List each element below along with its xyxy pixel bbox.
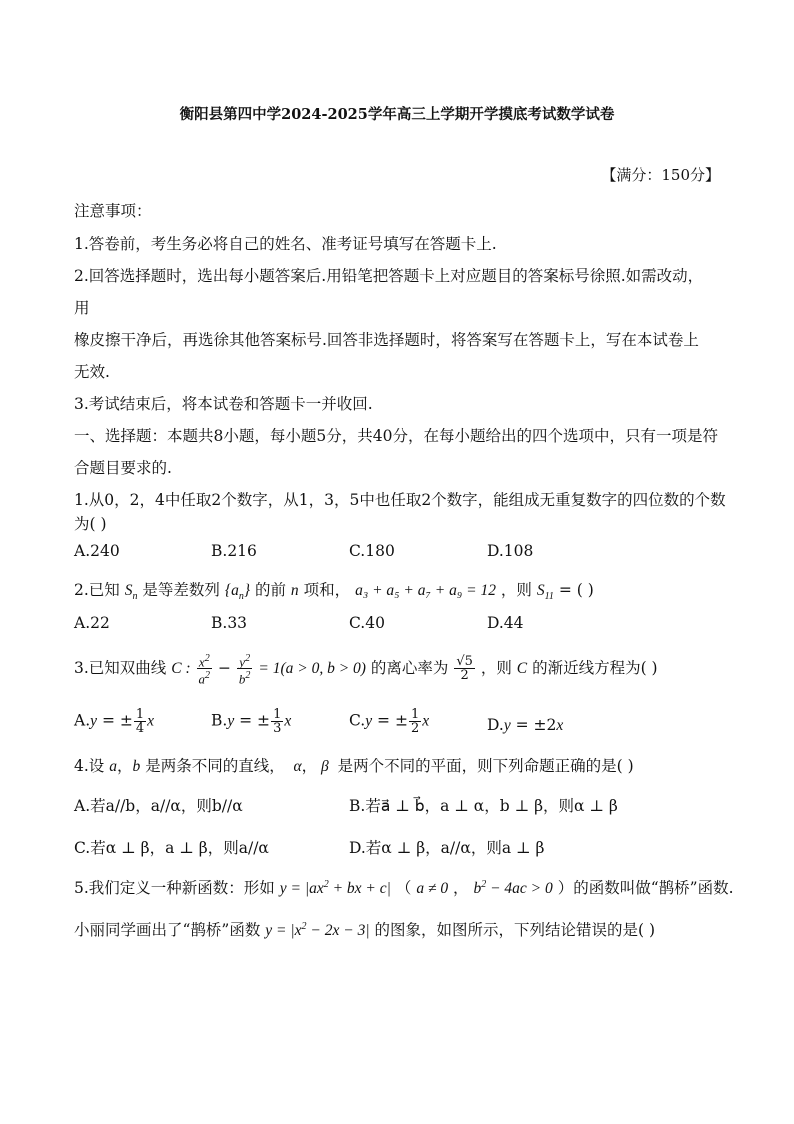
q3-stem: 3.已知双曲线 C : $\frac{x^2}{a^2}$ − $\frac{y^2}{b^2}$ = 1(a > 0, b > 0) 的离心率为 $\frac{√5}{2}$ ，则 C 的渐近线方程为( )	[74, 653, 658, 687]
notice-item-2d: 无效.	[74, 363, 110, 381]
full-score: 【满分：150分】	[601, 166, 720, 184]
q1-option-c: C.180	[349, 542, 395, 560]
q5-stem-line-1: 5.我们定义一种新函数：形如 $y = |ax^2$ + bx + c| （ a ≠ 0 ， $b^2 - 4ac > 0$ ）的函数叫做“鹊桥”函数.	[74, 878, 734, 897]
notice-item-2c: 橡皮擦干净后，再选徐其他答案标号.回答非选择题时，将答案写在答题卡上，写在本试卷上	[74, 331, 699, 349]
q4-option-b: B.若a⃗ ⊥ b⃗，a ⊥ α，b ⊥ β，则α ⊥ β	[349, 797, 618, 815]
q2-option-b: B.33	[211, 614, 248, 632]
q4-stem: 4.设 a，b 是两条不同的直线， α， β 是两个不同的平面，则下列命题正确的是( )	[74, 757, 634, 775]
q1-stem-line-2: 为( )	[74, 515, 107, 533]
notice-item-2a: 2.回答选择题时，选出每小题答案后.用铅笔把答题卡上对应题目的答案标号徐照.如需改动，	[74, 267, 704, 285]
q1-stem-line-1: 1.从0，2，4中任取2个数字，从1，3，5中也任取2个数字，能组成无重复数字的四位数的个数	[74, 491, 726, 509]
q3-option-b: B.y = ± $\frac{1}{3}$ x	[211, 707, 292, 736]
q4-option-a: A.若a//b，a//α，则b//α	[74, 797, 243, 815]
notice-item-2b: 用	[74, 299, 90, 317]
notice-heading: 注意事项：	[74, 202, 152, 220]
q3-option-d: D.y = ±2x	[487, 716, 564, 734]
q2-stem: 2.已知 $S_n$ 是等差数列 $\{a_n\}$ 的前 n 项和， a₃ + a₅ + a₇ + a₉ = 12 ，则 $S_{11}$ = ( )	[74, 581, 594, 603]
q5-stem-line-2: 小丽同学画出了“鹊桥”函数 $y = |x^2 - 2x - 3|$ 的图象，如图所示，下列结论错误的是( )	[74, 920, 656, 939]
exam-title: 衡阳县第四中学2024-2025学年高三上学期开学摸底考试数学试卷	[179, 106, 615, 123]
q2-option-d: D.44	[487, 614, 524, 632]
q1-option-a: A.240	[74, 542, 120, 560]
q1-option-d: D.108	[487, 542, 534, 560]
notice-item-1: 1.答卷前，考生务必将自己的姓名、准考证号填写在答题卡上.	[74, 235, 497, 253]
q3-option-c: C.y = ± $\frac{1}{2}$ x	[349, 707, 430, 736]
notice-item-3: 3.考试结束后，将本试卷和答题卡一并收回.	[74, 395, 373, 413]
q4-option-c: C.若α ⊥ β，a ⊥ β，则a//α	[74, 839, 269, 857]
q4-option-d: D.若α ⊥ β，a//α，则a ⊥ β	[349, 839, 545, 857]
q3-option-a: A.y = ± $\frac{1}{4}$ x	[74, 707, 155, 736]
q2-option-a: A.22	[74, 614, 110, 632]
section-1-line-1: 一、选择题：本题共8小题，每小题5分，共40分，在每小题给出的四个选项中，只有一项是符	[74, 427, 718, 445]
q1-option-b: B.216	[211, 542, 257, 560]
section-1-line-2: 合题目要求的.	[74, 459, 172, 477]
q2-equation: a₃ + a₅ + a₇ + a₉ = 12	[355, 582, 496, 599]
q2-option-c: C.40	[349, 614, 385, 632]
